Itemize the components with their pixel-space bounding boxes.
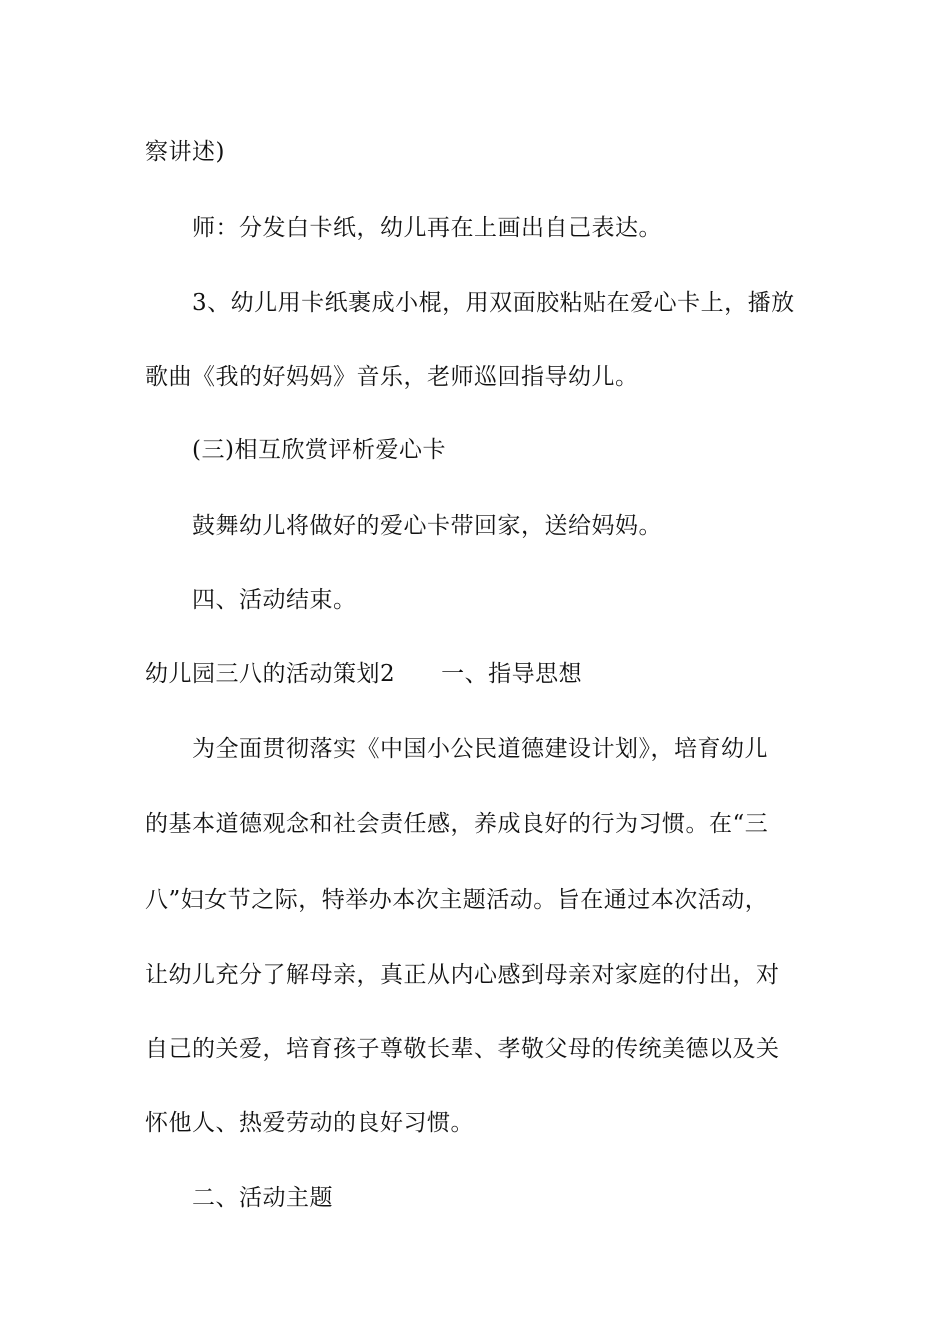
text-line: 察讲述) (145, 139, 225, 165)
text-line: 师：分发白卡纸，幼儿再在上画出自己表达。 (192, 215, 662, 241)
text-line: 鼓舞幼儿将做好的爱心卡带回家，送给妈妈。 (192, 513, 662, 539)
text-line: 的基本道德观念和社会责任感，养成良好的行为习惯。在“三 (145, 811, 769, 837)
text-line: 怀他人、热爱劳动的良好习惯。 (145, 1110, 474, 1136)
section-heading: (三)相互欣赏评析爱心卡 (192, 437, 446, 463)
text-line: 让幼儿充分了解母亲，真正从内心感到母亲对家庭的付出，对 (145, 962, 780, 988)
title-line (145, 659, 582, 689)
text-line: 八”妇女节之际，特举办本次主题活动。旨在通过本次活动， (145, 887, 769, 913)
section-heading: 二、活动主题 (192, 1185, 333, 1211)
text-line: 自己的关爱，培育孩子尊敬长辈、孝敬父母的传统美德以及关 (145, 1036, 780, 1062)
text-line: 为全面贯彻落实《中国小公民道德建设计划》，培育幼儿 (192, 736, 768, 762)
section-heading: 一、指导思想 (441, 661, 583, 687)
document-title: 幼儿园三八的活动策划2 (145, 661, 396, 687)
section-heading: 四、活动结束。 (192, 587, 357, 613)
text-line: 歌曲《我的好妈妈》音乐，老师巡回指导幼儿。 (145, 364, 639, 390)
text-line: 3、幼儿用卡纸裹成小棍，用双面胶粘贴在爱心卡上，播放 (192, 290, 795, 316)
